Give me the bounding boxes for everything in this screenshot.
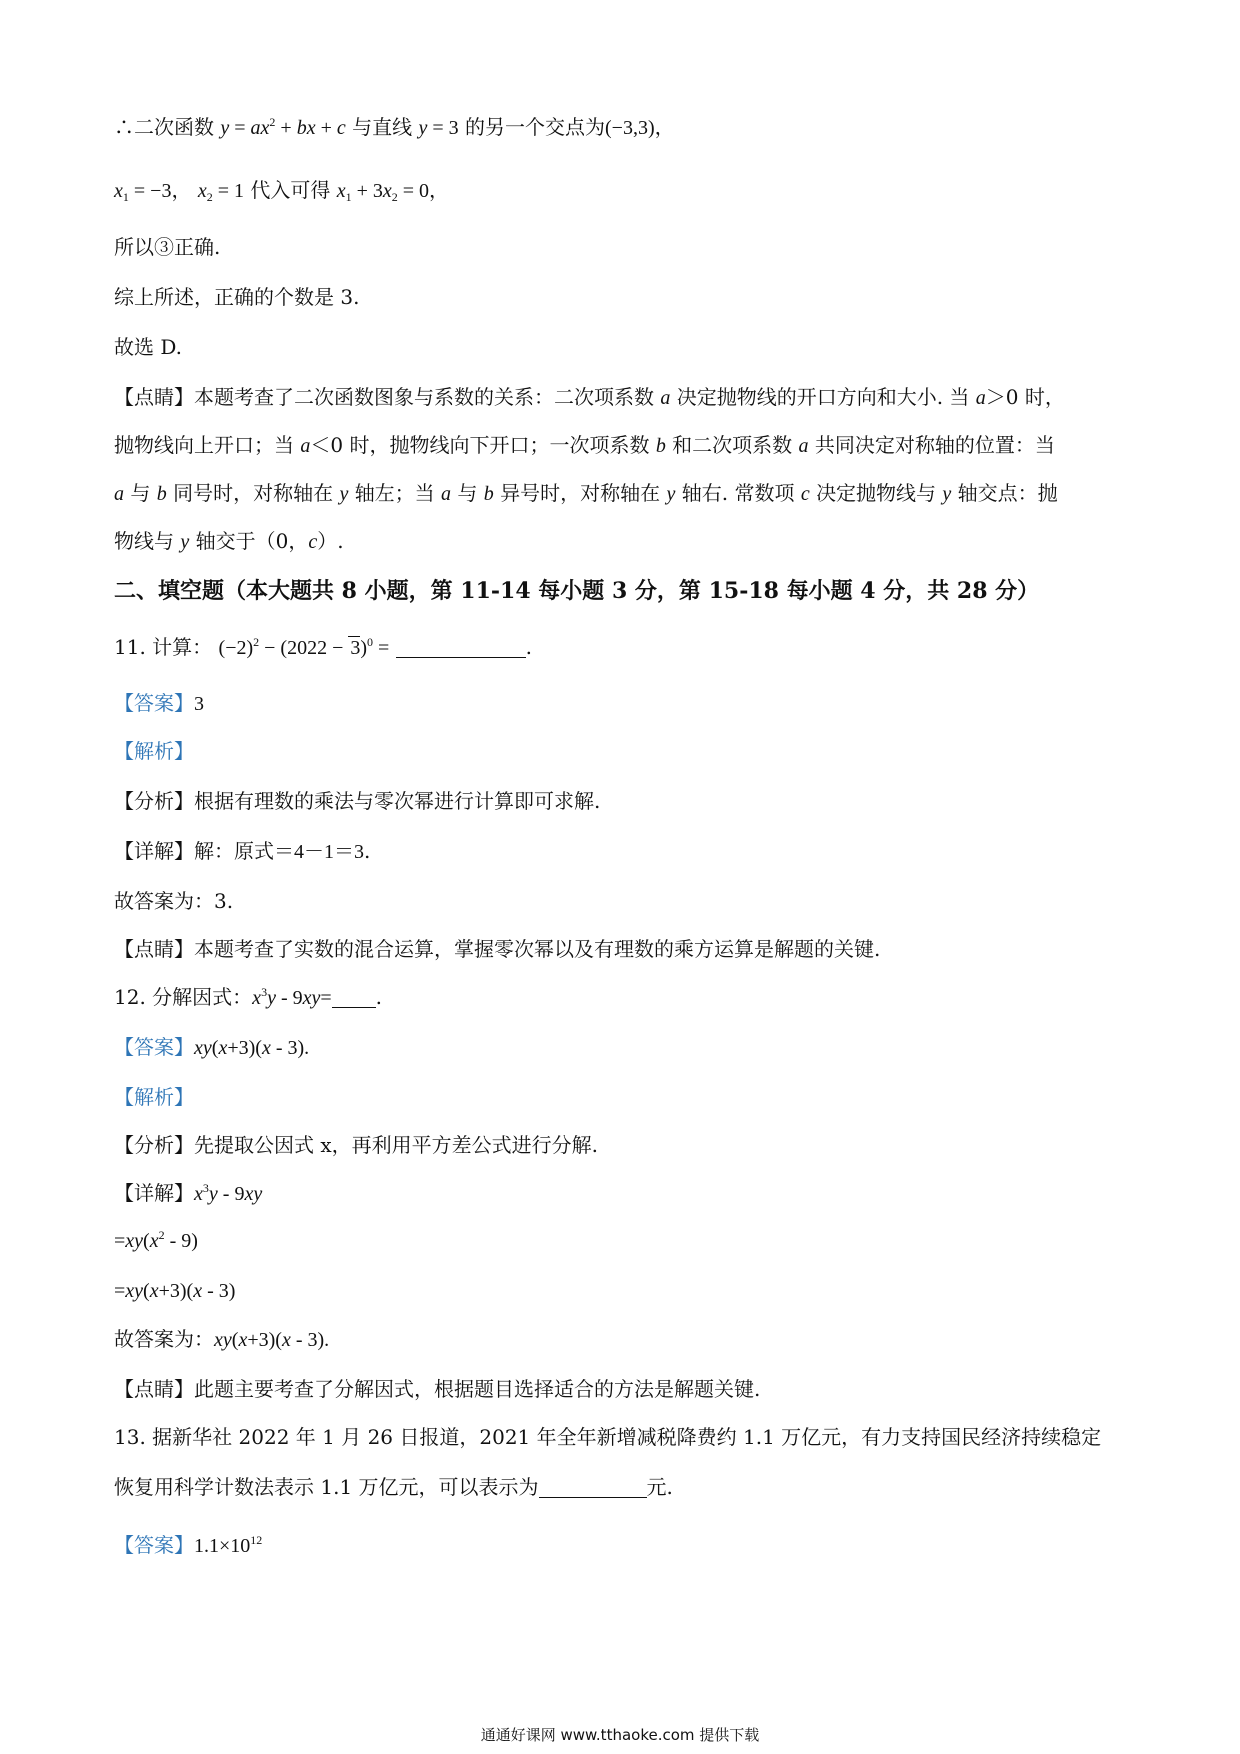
text-line [114,478,1058,509]
text: 先提取公因式 x，再利用平方差公式进行分解. [194,1133,598,1157]
var: a [660,387,671,409]
text: 与 [130,481,151,505]
text: 轴左；当 [354,481,435,505]
point: (−3,3) [605,117,655,139]
formula-q12: $x^3y - 9xy=$ [252,985,332,1009]
answer-exponent: 12 [250,1533,263,1547]
text: 根据有理数的乘法与零次幂进行计算即可求解. [194,789,601,813]
text: 此题主要考查了分解因式，根据题目选择适合的方法是解题关键. [194,1377,761,1401]
question-13: 13. 据新华社 2022 年 1 月 26 日报道，2021 年全年新增减税降费约 1.1 万亿元，有力支持国民经济持续稳定 [114,1425,1102,1449]
text-line [114,526,344,557]
answer-tag: 【答案】 [114,1035,194,1059]
text: ， [429,178,450,202]
text: 同号时，对称轴在 [173,481,334,505]
question-11 [114,632,532,663]
formula-x1: $x_1 = -3$ [114,180,172,204]
var: c [800,483,810,505]
text: . [525,635,533,659]
var: y [666,483,676,505]
text: 轴交点：抛 [957,481,1058,505]
tag: 【点睛】 [114,937,194,961]
answer-line [114,1530,262,1561]
text: 代入可得 [250,178,331,202]
answer-line [114,688,204,719]
dianjing-line [114,934,880,964]
var: a [300,435,311,457]
formula: ＝4－1＝3 [274,841,364,863]
formula: xy(x+3)(x - 3). [214,1329,330,1351]
dianjing-line [114,1374,760,1404]
text: 抛物线向上开口；当 [114,433,294,457]
answer-blank [332,987,376,1008]
text: 元. [646,1475,673,1499]
jiexi-tag: 【解析】 [114,739,194,763]
formula-q11: $(-2)^2 - (2022 - 3)^0$ = [218,635,390,659]
var: y [942,483,952,505]
text: 的另一个交点为 [465,115,606,139]
formula-step: =xy(x+3)(x - 3) [114,1280,236,1302]
fenxi-line [114,1130,598,1160]
var: a [114,483,124,505]
answer-tag: 【答案】 [114,1533,194,1557]
text: 轴右. 常数项 [681,481,795,505]
final-answer: 故答案为：3. [114,889,234,913]
var: b [483,483,494,505]
text: 与 [457,481,478,505]
tag: 【点睛】 [114,385,194,409]
question-12 [114,982,382,1013]
text: ＜0 时，抛物线向下开口；一次项系数 [310,433,650,457]
text: . [375,985,383,1009]
text: 本题考查了二次函数图象与系数的关系：二次项系数 [194,385,654,409]
var: a [798,435,809,457]
xiangjie-line [114,836,370,867]
page-footer: 通通好课网 www.tthaoke.com 提供下载 [480,1726,760,1744]
answer-value: 1.1×10 [194,1535,251,1557]
text: ）. [317,529,344,553]
text: 异号时，对称轴在 [500,481,661,505]
formula-sum: $x_1 + 3x_2 = 0$ [336,180,430,204]
text-line [114,112,675,143]
formula: $x^3y - 9xy$ [194,1181,263,1205]
section-heading: 二、填空题（本大题共 8 小题，第 11-14 每小题 3 分，第 15-18 每小题 4 分，共 28 分） [114,578,1040,604]
text-line: 综上所述，正确的个数是 3. [114,285,360,309]
tag: 【点睛】 [114,1377,194,1401]
answer-blank [539,1477,647,1498]
var: a [441,483,452,505]
text: 故答案为： [114,1327,214,1351]
text: 本题考查了实数的混合运算，掌握零次幂以及有理数的乘方运算是解题的关键. [194,937,881,961]
question-label: 12. 分解因式： [114,985,253,1009]
tag: 【分析】 [114,789,194,813]
text: ∴二次函数 [114,115,214,139]
text: . [364,839,371,863]
text-line: 故选 D. [114,335,183,359]
fenxi-line [114,786,600,816]
var: a [975,387,986,409]
formula-step: $=xy(x^2 - 9)$ [114,1228,198,1252]
answer-value: 3 [194,693,204,715]
text-line [114,175,449,206]
text: 决定抛物线的开口方向和大小. 当 [676,385,970,409]
answer-line [114,1032,309,1063]
formula-quadratic: $y = ax^2$ + bx + c [220,115,346,139]
text-line: 所以③正确. [114,235,221,259]
text: 和二次项系数 [672,433,793,457]
var: b [655,435,666,457]
text: 恢复用科学计数法表示 1.1 万亿元，可以表示为 [114,1475,539,1499]
text: ＞0 时， [985,385,1065,409]
formula-x2: $x_2 = 1$ [197,180,244,204]
text: ， [654,115,675,139]
var: c [308,531,318,553]
text: 轴交于（0， [195,529,309,553]
text: 共同决定对称轴的位置：当 [814,433,1055,457]
tag: 【详解】 [114,839,194,863]
final-answer [114,1324,329,1355]
text: 决定抛物线与 [816,481,937,505]
formula-line: y = 3 [418,117,459,139]
answer-tag: 【答案】 [114,691,194,715]
text: ， [171,178,192,202]
text: 物线与 [114,529,174,553]
answer-value: xy(x+3)(x - 3). [194,1037,310,1059]
jiexi-tag: 【解析】 [114,1085,194,1109]
var: y [339,483,349,505]
var: y [180,531,190,553]
text-line [114,430,1055,461]
text: 与直线 [352,115,413,139]
answer-blank [396,637,526,658]
text-line [114,382,1065,413]
var: b [156,483,167,505]
tag: 【分析】 [114,1133,194,1157]
text: 解：原式 [194,839,274,863]
question-13-cont [114,1472,673,1502]
tag: 【详解】 [114,1181,194,1205]
xiangjie-line [114,1178,262,1209]
question-label: 11. 计算： [114,635,213,659]
